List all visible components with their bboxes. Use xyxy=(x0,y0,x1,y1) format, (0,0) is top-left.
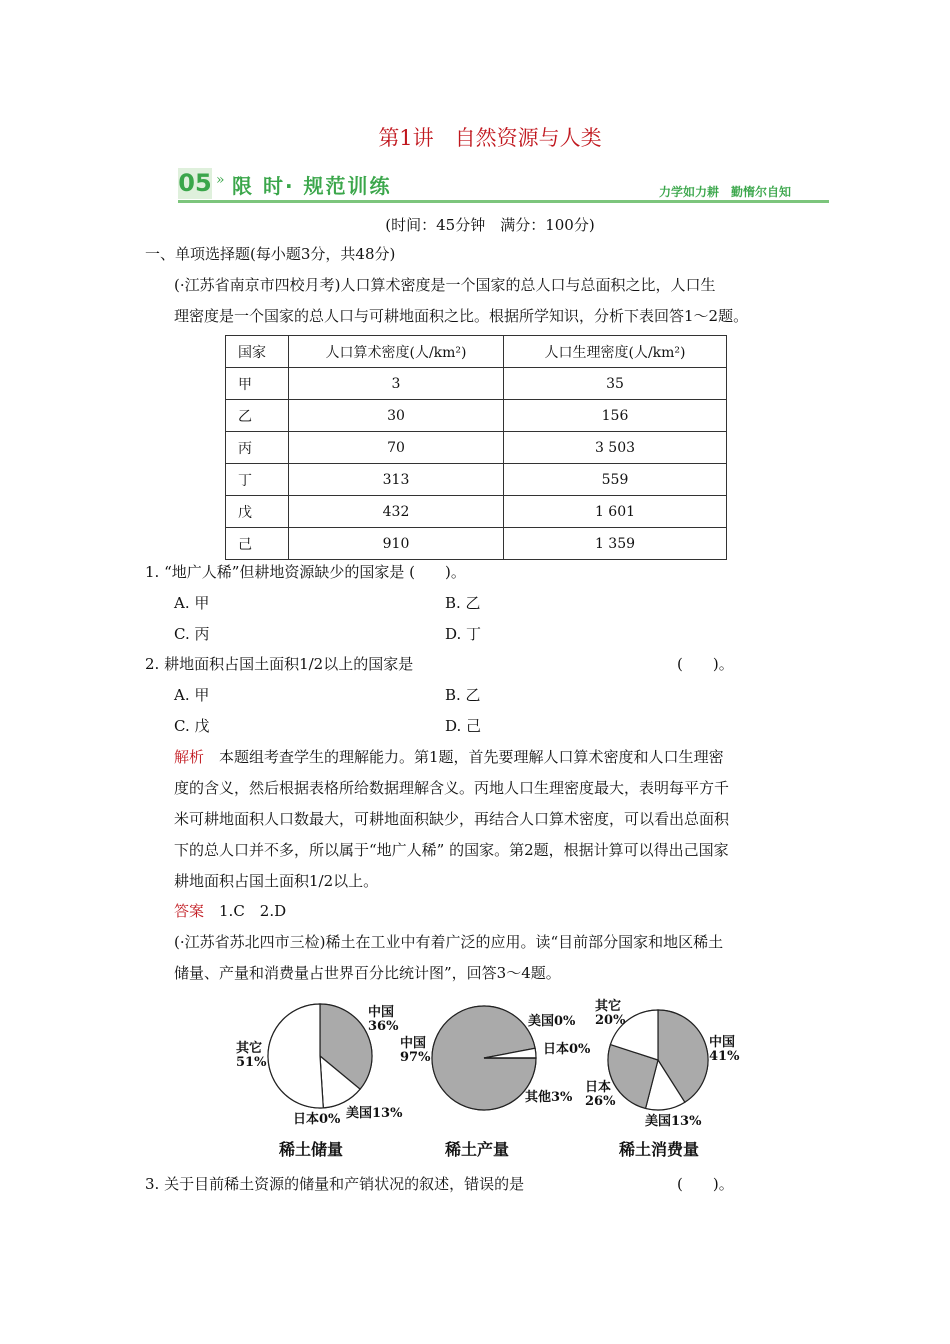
banner-motto: 力学如力耕 勤惰尔自知 xyxy=(658,185,791,199)
answer-label: 答案 xyxy=(174,902,205,920)
analysis-line: 耕地面积占国土面积1/2以上。 xyxy=(174,872,379,890)
lesson-title: 第1讲 自然资源与人类 xyxy=(378,126,602,150)
pie-title: 稀土消费量 xyxy=(619,1140,700,1159)
intro-line: 储量、产量和消费量占世界百分比统计图”，回答3～4题。 xyxy=(174,964,561,982)
cell: 432 xyxy=(289,496,504,528)
banner-label: 限 时· 规范训练 xyxy=(232,174,392,198)
intro-line: 理密度是一个国家的总人口与可耕地面积之比。根据所学知识，分析下表回答1～2题。 xyxy=(174,307,749,325)
analysis-text: 本题组考查学生的理解能力。第1题，首先要理解人口算术密度和人口生理密 xyxy=(204,748,724,766)
intro-line: (·江苏省苏北四市三检)稀土在工业中有着广泛的应用。读“目前部分国家和地区稀土 xyxy=(174,933,724,951)
pie-label: 其他3% xyxy=(525,1090,573,1105)
pie-label: 日本 26% xyxy=(585,1080,616,1109)
cell: 30 xyxy=(289,400,504,432)
banner-arrow-icon: » xyxy=(216,172,225,188)
header-cell: 人口生理密度(人/km²) xyxy=(504,336,727,368)
header-cell: 国家 xyxy=(226,336,289,368)
option: A. 甲 xyxy=(174,686,210,704)
cell: 1 359 xyxy=(504,528,727,560)
pie-label: 日本0% xyxy=(543,1042,591,1057)
option: C. 丙 xyxy=(174,625,210,643)
pie-label: 美国13% xyxy=(346,1106,403,1121)
answer-text: 1.C 2.D xyxy=(204,902,287,920)
intro-line: (·江苏省南京市四校月考)人口算术密度是一个国家的总人口与总面积之比，人口生 xyxy=(174,276,716,294)
analysis-line: 下的总人口并不多，所以属于“地广人稀” 的国家。第2题，根据计算可以得出己国家 xyxy=(174,841,729,859)
cell: 丙 xyxy=(226,432,289,464)
analysis-line: 度的含义，然后根据表格所给数据理解含义。丙地人口生理密度最大，表明每平方千 xyxy=(174,779,730,797)
cell: 559 xyxy=(504,464,727,496)
question-3: 3. 关于目前稀土资源的储量和产销状况的叙述，错误的是 xyxy=(145,1175,525,1193)
pie-label: 其它 51% xyxy=(236,1041,267,1070)
pie-slice-其它 xyxy=(268,1004,323,1108)
answer-paren: ( )。 xyxy=(677,655,734,673)
header-cell: 人口算术密度(人/km²) xyxy=(289,336,504,368)
pie-label: 中国 97% xyxy=(400,1036,431,1065)
cell: 313 xyxy=(289,464,504,496)
section-heading: 一、单项选择题(每小题3分，共48分) xyxy=(145,245,396,263)
pie-label: 美国0% xyxy=(528,1014,576,1029)
cell: 1 601 xyxy=(504,496,727,528)
option: D. 丁 xyxy=(445,625,482,643)
pie-label: 其它 20% xyxy=(595,999,626,1028)
cell: 乙 xyxy=(226,400,289,432)
question-2: 2. 耕地面积占国土面积1/2以上的国家是 xyxy=(145,655,414,673)
option: D. 己 xyxy=(445,717,482,735)
cell: 甲 xyxy=(226,368,289,400)
pie-label: 中国 41% xyxy=(709,1035,740,1064)
cell: 156 xyxy=(504,400,727,432)
pie-title: 稀土储量 xyxy=(279,1140,344,1159)
cell: 35 xyxy=(504,368,727,400)
cell: 3 503 xyxy=(504,432,727,464)
analysis-label: 解析 xyxy=(174,748,205,766)
cell: 戊 xyxy=(226,496,289,528)
cell: 70 xyxy=(289,432,504,464)
banner-number: 05 xyxy=(178,169,212,197)
cell: 910 xyxy=(289,528,504,560)
analysis-line: 米可耕地面积人口数最大，可耕地面积缺少，再结合人口算术密度，可以看出总面积 xyxy=(174,810,730,828)
option: C. 戊 xyxy=(174,717,210,735)
question-1: 1. “地广人稀”但耕地资源缺少的国家是 ( )。 xyxy=(145,563,466,581)
option: B. 乙 xyxy=(445,594,481,612)
time-info: (时间：45分钟 满分：100分) xyxy=(385,216,595,234)
pie-title: 稀土产量 xyxy=(445,1140,510,1159)
pie-label: 美国13% xyxy=(645,1114,702,1129)
answer-paren: ( )。 xyxy=(677,1175,734,1193)
cell: 己 xyxy=(226,528,289,560)
option: B. 乙 xyxy=(445,686,481,704)
pie-label: 日本0% xyxy=(293,1112,341,1127)
pie-label: 中国 36% xyxy=(368,1005,399,1034)
cell: 3 xyxy=(289,368,504,400)
option: A. 甲 xyxy=(174,594,210,612)
cell: 丁 xyxy=(226,464,289,496)
